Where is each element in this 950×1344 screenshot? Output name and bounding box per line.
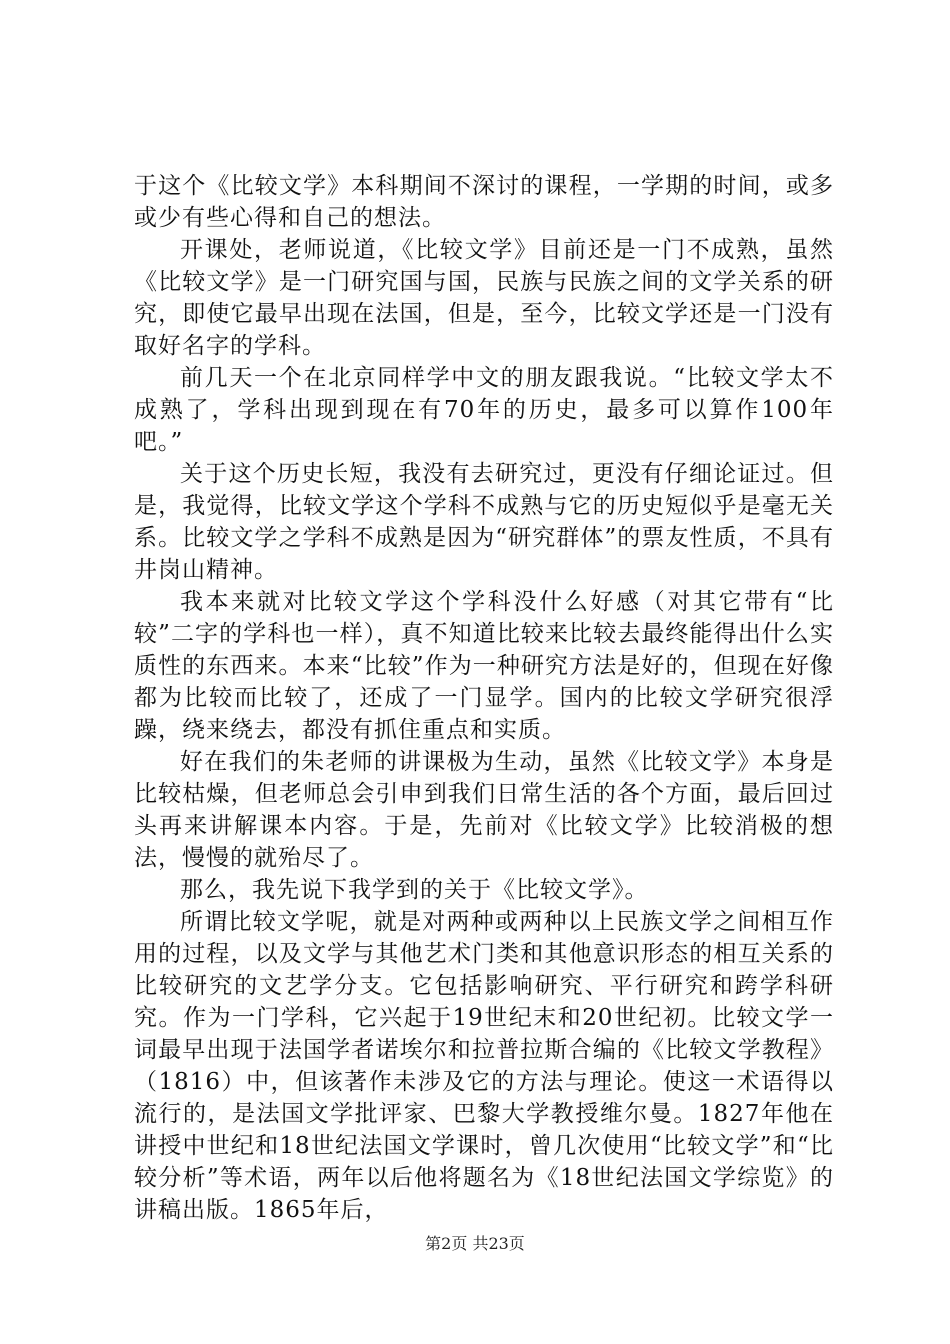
paragraph: 好在我们的朱老师的讲课极为生动，虽然《比较文学》本身是比较枯燥，但老师总会引申到我们日常生活的各个方面，最后回过头再来讲解课本内容。于是，先前对《比较文学》比较消极的想法，慢慢的就殆尽了。 (134, 749, 834, 871)
paragraph: 所谓比较文学呢，就是对两种或两种以上民族文学之间相互作用的过程，以及文学与其他艺术门类和其他意识形态的相互关系的比较研究的文艺学分支。它包括影响研究、平行研究和跨学科研究。作为一门学科，它兴起于19世纪末和20世纪初。比较文学一词最早出现于法国学者诺埃尔和拉普拉斯合编的《比较文学教程》（1816）中，但该著作未涉及它的方法与理论。使这一术语得以流行的，是法国文学批评家、巴黎大学教授维尔曼。1827年他在讲授中世纪和18世纪法国文学课时，曾几次使用“比较文学”和“比较分析”等术语，两年以后他将题名为《18世纪法国文学综览》的讲稿出版。1865年后， (134, 909, 834, 1223)
paragraph: 开课处，老师说道，《比较文学》目前还是一门不成熟，虽然《比较文学》是一门研究国与国，民族与民族之间的文学关系的研究，即使它最早出现在法国，但是，至今，比较文学还是一门没有取好名字的学科。 (134, 237, 834, 359)
paragraph: 那么，我先说下我学到的关于《比较文学》。 (180, 877, 649, 903)
paragraph: 关于这个历史长短，我没有去研究过，更没有仔细论证过。但是，我觉得，比较文学这个学科不成熟与它的历史短似乎是毫无关系。比较文学之学科不成熟是因为“研究群体”的票友性质，不具有井岗山精神。 (134, 461, 834, 583)
paragraph: 于这个《比较文学》本科期间不深讨的课程，一学期的时间，或多或少有些心得和自己的想法。 (134, 173, 834, 231)
paragraph: 前几天一个在北京同样学中文的朋友跟我说。“比较文学太不成熟了，学科出现到现在有70年的历史，最多可以算作100年吧。” (134, 365, 834, 455)
page-footer (0, 1234, 950, 1254)
page-number: 第2页 共23页 (425, 1234, 525, 1253)
paragraph: 我本来就对比较文学这个学科没什么好感（对其它带有“比较”二字的学科也一样），真不知道比较来比较去最终能得出什么实质性的东西来。本来“比较”作为一种研究方法是好的，但现在好像都为比较而比较了，还成了一门显学。国内的比较文学研究很浮躁，绕来绕去，都没有抓住重点和实质。 (134, 589, 834, 743)
document-body (134, 170, 834, 1226)
